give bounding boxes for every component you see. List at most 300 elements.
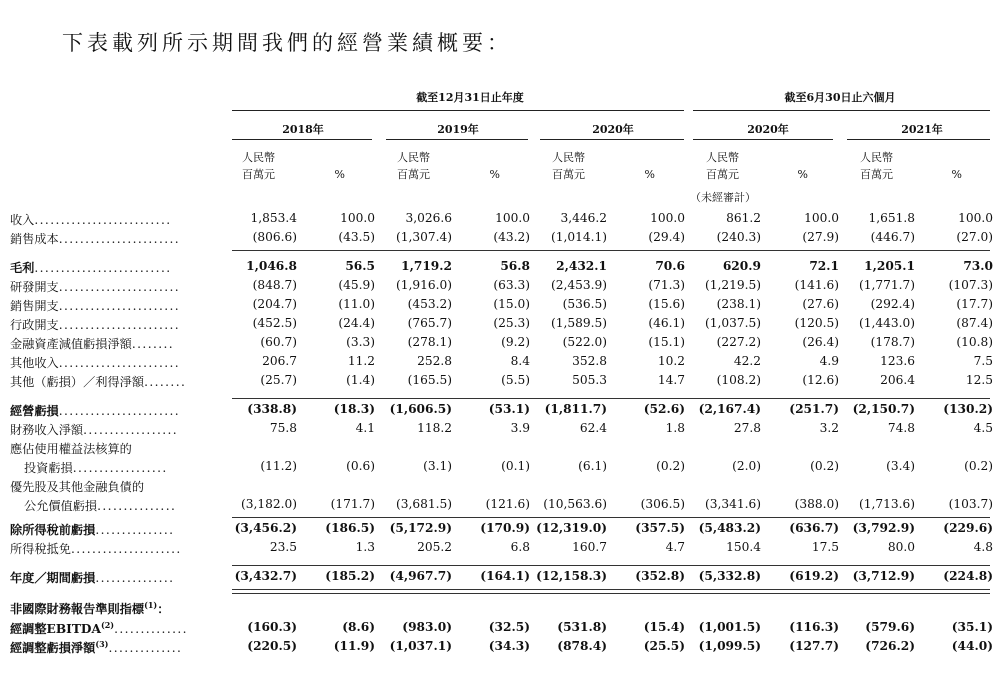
percent-cell: (87.4) [956, 316, 993, 330]
percent-cell: (27.9) [802, 230, 839, 244]
table-row [0, 459, 1000, 479]
row-label-text: 經調整EBITDA [10, 622, 101, 637]
unit-header [242, 149, 275, 183]
amount-cell: (1,037.5) [704, 316, 761, 330]
leader-dots: ....................... [58, 232, 181, 246]
amount-cell: 1,719.2 [401, 259, 452, 273]
row-label-text: 經調整虧損淨額 [10, 641, 96, 656]
row-label [10, 373, 186, 390]
percent-cell: (46.1) [648, 316, 685, 330]
percent-cell: (26.4) [802, 335, 839, 349]
percent-cell: 72.1 [809, 259, 839, 273]
unaudited-note: （未經審計） [690, 191, 756, 204]
table-row [0, 440, 1000, 460]
halfyear-period-header: 截至6月30日止六個月 [784, 91, 896, 104]
annual-header-rule [232, 110, 684, 111]
leader-dots: ....................... [58, 356, 181, 370]
unit-currency: 人民幣 [242, 151, 275, 164]
percent-cell: 7.5 [973, 354, 993, 368]
table-row [0, 297, 1000, 317]
table-row [0, 521, 1000, 541]
amount-cell: (452.5) [252, 316, 297, 330]
percent-cell: (120.5) [794, 316, 839, 330]
row-label-text: 金融資產減值虧損淨額 [10, 337, 132, 351]
amount-cell: (1,589.5) [550, 316, 607, 330]
year-rule-2020 [540, 139, 684, 140]
leader-dots: .................. [72, 461, 168, 475]
amount-cell: (292.4) [870, 297, 915, 311]
percent-header: % [951, 168, 962, 181]
leader-dots: ............... [95, 571, 175, 585]
table-row [0, 421, 1000, 441]
row-label-text: 收入 [10, 213, 35, 227]
footnote-ref: (3) [95, 639, 109, 649]
percent-cell: 3.2 [819, 421, 839, 435]
leader-dots: ....................... [58, 318, 181, 332]
row-label-text: 行政開支 [10, 318, 59, 332]
amount-cell: 352.8 [572, 354, 607, 368]
amount-cell: (726.2) [865, 639, 915, 653]
amount-cell: (1,771.7) [858, 278, 915, 292]
amount-cell: 620.9 [722, 259, 761, 273]
percent-cell: (15.1) [648, 335, 685, 349]
percent-cell: (15.6) [648, 297, 685, 311]
table-row [0, 211, 1000, 231]
percent-cell: (636.7) [789, 521, 839, 535]
percent-cell: (352.8) [635, 569, 685, 583]
row-label [10, 316, 180, 333]
subtotal-rule [232, 565, 990, 566]
table-row [0, 373, 1000, 393]
amount-cell: (12,319.0) [536, 521, 607, 535]
table-row [0, 354, 1000, 374]
amount-cell: 27.8 [733, 421, 761, 435]
footnote-ref: (2) [100, 620, 115, 630]
percent-cell: (0.2) [964, 459, 993, 473]
percent-cell: 11.2 [347, 354, 375, 368]
amount-cell: (2,167.4) [698, 402, 761, 416]
unit-header [552, 149, 585, 183]
percent-cell: 1.8 [665, 421, 685, 435]
row-label [10, 297, 180, 314]
row-label [10, 600, 169, 617]
amount-cell: (1,811.7) [544, 402, 607, 416]
amount-cell: 42.2 [733, 354, 761, 368]
percent-cell: (171.7) [330, 497, 375, 511]
percent-cell: (224.8) [943, 569, 993, 583]
leader-dots: .......................... [34, 213, 172, 227]
percent-cell: (29.4) [648, 230, 685, 244]
percent-cell: (25.5) [643, 639, 685, 653]
row-label [10, 402, 180, 419]
row-label [10, 478, 144, 495]
unit-currency: 人民幣 [706, 151, 739, 164]
amount-cell: 80.0 [887, 540, 915, 554]
percent-cell: (1.4) [346, 373, 375, 387]
percent-cell: (5.5) [501, 373, 530, 387]
leader-dots: .............. [108, 641, 183, 656]
row-label [10, 354, 180, 371]
amount-cell: (178.7) [870, 335, 915, 349]
amount-cell: 3,026.6 [405, 211, 452, 225]
percent-cell: (32.5) [488, 620, 530, 634]
amount-cell: (878.4) [557, 639, 607, 653]
row-label-text: 除所得稅前虧損 [10, 523, 96, 537]
table-row [0, 278, 1000, 298]
row-label [10, 421, 178, 438]
amount-cell: (2.0) [732, 459, 761, 473]
percent-cell: (0.2) [656, 459, 685, 473]
amount-cell: (2,453.9) [550, 278, 607, 292]
amount-cell: (160.3) [247, 620, 297, 634]
amount-cell: (5,483.2) [698, 521, 761, 535]
year-header-2020: 2020年 [592, 123, 634, 136]
unit-currency: 人民幣 [860, 151, 893, 164]
row-label [10, 259, 172, 276]
row-label-text: 投資虧損 [24, 461, 73, 475]
amount-cell: 150.4 [726, 540, 761, 554]
percent-cell: 56.8 [500, 259, 530, 273]
percent-cell: (170.9) [480, 521, 530, 535]
amount-cell: 3,446.2 [560, 211, 607, 225]
amount-cell: 1,205.1 [864, 259, 915, 273]
row-label-text: 銷售成本 [10, 232, 59, 246]
row-label-text: 銷售開支 [10, 299, 59, 313]
percent-cell: (10.8) [956, 335, 993, 349]
percent-cell: (388.0) [794, 497, 839, 511]
percent-cell: (229.6) [943, 521, 993, 535]
percent-cell: (44.0) [951, 639, 993, 653]
amount-cell: (11.2) [260, 459, 297, 473]
percent-cell: (12.6) [802, 373, 839, 387]
amount-cell: (278.1) [407, 335, 452, 349]
amount-cell: 160.7 [572, 540, 607, 554]
percent-cell: (11.9) [333, 639, 375, 653]
percent-cell: (0.1) [501, 459, 530, 473]
percent-cell: 4.7 [665, 540, 685, 554]
row-label-text: 公允價值虧損 [24, 499, 98, 513]
table-row [0, 402, 1000, 422]
percent-cell: 73.0 [963, 259, 993, 273]
amount-cell: (165.5) [407, 373, 452, 387]
amount-cell: (2,150.7) [852, 402, 915, 416]
amount-cell: 1,046.8 [246, 259, 297, 273]
year-rule-2018 [232, 139, 372, 140]
leader-dots: .......................... [34, 261, 172, 275]
percent-cell: 17.5 [811, 540, 839, 554]
percent-cell: 100.0 [958, 211, 993, 225]
percent-cell: (8.6) [342, 620, 375, 634]
percent-cell: (9.2) [501, 335, 530, 349]
amount-cell: (240.3) [716, 230, 761, 244]
year-header-2018: 2018年 [282, 123, 324, 136]
percent-cell: (186.5) [325, 521, 375, 535]
row-label-text: 所得稅抵免 [10, 542, 71, 556]
row-label-text: 其他（虧損）／利得淨額 [10, 375, 145, 389]
percent-header: % [797, 168, 808, 181]
subtotal-rule [232, 250, 990, 251]
percent-cell: (3.3) [346, 335, 375, 349]
percent-cell: (127.7) [789, 639, 839, 653]
amount-cell: (204.7) [252, 297, 297, 311]
unit-scale: 百萬元 [397, 168, 430, 181]
percent-header: % [334, 168, 345, 181]
leader-dots: .............. [114, 622, 188, 637]
amount-cell: 1,853.4 [250, 211, 297, 225]
leader-dots: .................. [83, 423, 179, 437]
amount-cell: (6.1) [578, 459, 607, 473]
percent-cell: (34.3) [488, 639, 530, 653]
row-label-text: 財務收入淨額 [10, 423, 84, 437]
percent-cell: (45.9) [338, 278, 375, 292]
year-rule-2021-h1 [847, 139, 990, 140]
percent-cell: 4.5 [973, 421, 993, 435]
unit-scale: 百萬元 [242, 168, 275, 181]
amount-cell: (1,443.0) [858, 316, 915, 330]
amount-cell: (531.8) [557, 620, 607, 634]
percent-cell: 70.6 [655, 259, 685, 273]
percent-cell: 100.0 [495, 211, 530, 225]
percent-cell: (43.5) [338, 230, 375, 244]
row-label-suffix: ： [157, 602, 170, 617]
percent-cell: 3.9 [510, 421, 530, 435]
amount-cell: (1,014.1) [550, 230, 607, 244]
percent-cell: (130.2) [943, 402, 993, 416]
percent-cell: (121.6) [485, 497, 530, 511]
amount-cell: (765.7) [407, 316, 452, 330]
amount-cell: (10,563.6) [543, 497, 607, 511]
percent-cell: (306.5) [640, 497, 685, 511]
amount-cell: 205.2 [417, 540, 452, 554]
subtotal-rule [232, 517, 990, 518]
row-label [10, 540, 182, 557]
amount-cell: (3,182.0) [240, 497, 297, 511]
percent-cell: 4.8 [973, 540, 993, 554]
table-row [0, 569, 1000, 589]
amount-cell: (579.6) [865, 620, 915, 634]
amount-cell: (536.5) [562, 297, 607, 311]
leader-dots: ............... [97, 499, 177, 513]
year-header-2019: 2019年 [437, 123, 479, 136]
amount-cell: (220.5) [247, 639, 297, 653]
percent-cell: (103.7) [948, 497, 993, 511]
table-row [0, 600, 1000, 620]
percent-cell: (251.7) [789, 402, 839, 416]
table-row [0, 639, 1000, 659]
amount-cell: (1,037.1) [389, 639, 452, 653]
percent-cell: 12.5 [965, 373, 993, 387]
amount-cell: (3.4) [886, 459, 915, 473]
table-row [0, 230, 1000, 250]
percent-cell: (619.2) [789, 569, 839, 583]
amount-cell: 206.4 [880, 373, 915, 387]
row-label-text: 應佔使用權益法核算的 [10, 442, 132, 456]
row-label [24, 497, 176, 514]
row-label [10, 440, 132, 457]
amount-cell: 861.2 [726, 211, 761, 225]
percent-cell: (15.0) [493, 297, 530, 311]
annual-period-header: 截至12月31日止年度 [416, 91, 524, 104]
percent-cell: (43.2) [493, 230, 530, 244]
year-rule-2020-h1 [693, 139, 833, 140]
amount-cell: 75.8 [269, 421, 297, 435]
table-row [0, 497, 1000, 517]
intro-text: 下表載列所示期間我們的經營業績概要： [62, 31, 512, 55]
amount-cell: (453.2) [407, 297, 452, 311]
amount-cell: 118.2 [417, 421, 452, 435]
percent-cell: (27.6) [802, 297, 839, 311]
amount-cell: (1,606.5) [389, 402, 452, 416]
percent-cell: (164.1) [480, 569, 530, 583]
year-header-2021-h1: 2021年 [901, 123, 943, 136]
percent-cell: (357.5) [635, 521, 685, 535]
amount-cell: 74.8 [887, 421, 915, 435]
row-label [10, 620, 188, 637]
amount-cell: (3,341.6) [704, 497, 761, 511]
amount-cell: (108.2) [716, 373, 761, 387]
percent-cell: 4.9 [819, 354, 839, 368]
amount-cell: (3,792.9) [852, 521, 915, 535]
amount-cell: (338.8) [247, 402, 297, 416]
percent-cell: (63.3) [493, 278, 530, 292]
amount-cell: (3,681.5) [395, 497, 452, 511]
unit-scale: 百萬元 [706, 168, 739, 181]
amount-cell: (3,712.9) [852, 569, 915, 583]
amount-cell: (1,001.5) [698, 620, 761, 634]
amount-cell: 62.4 [579, 421, 607, 435]
percent-cell: 4.1 [355, 421, 375, 435]
amount-cell: 23.5 [269, 540, 297, 554]
row-label-text: 年度／期間虧損 [10, 571, 96, 585]
amount-cell: (5,172.9) [389, 521, 452, 535]
table-row [0, 478, 1000, 498]
subtotal-rule [232, 398, 990, 399]
row-label [24, 459, 168, 476]
percent-cell: (11.0) [338, 297, 375, 311]
amount-cell: (983.0) [402, 620, 452, 634]
unit-header [860, 149, 893, 183]
row-label [10, 335, 174, 352]
percent-cell: 10.2 [657, 354, 685, 368]
percent-cell: 6.8 [510, 540, 530, 554]
table-row [0, 540, 1000, 560]
table-row [0, 335, 1000, 355]
amount-cell: (1,099.5) [698, 639, 761, 653]
row-label [10, 211, 172, 228]
row-label-text: 研發開支 [10, 280, 59, 294]
row-label [10, 278, 180, 295]
footnote-ref: (1) [144, 600, 158, 610]
amount-cell: 1,651.8 [868, 211, 915, 225]
percent-cell: 100.0 [804, 211, 839, 225]
percent-cell: (24.4) [338, 316, 375, 330]
amount-cell: (238.1) [716, 297, 761, 311]
percent-cell: (52.6) [643, 402, 685, 416]
percent-cell: (141.6) [794, 278, 839, 292]
amount-cell: 123.6 [880, 354, 915, 368]
percent-cell: (116.3) [789, 620, 839, 634]
unit-currency: 人民幣 [552, 151, 585, 164]
percent-cell: 100.0 [340, 211, 375, 225]
leader-dots: ....................... [58, 404, 181, 418]
amount-cell: (227.2) [716, 335, 761, 349]
amount-cell: (3,456.2) [234, 521, 297, 535]
amount-cell: (522.0) [562, 335, 607, 349]
year-rule-2019 [386, 139, 528, 140]
amount-cell: 505.3 [572, 373, 607, 387]
table-row [0, 259, 1000, 279]
amount-cell: 252.8 [417, 354, 452, 368]
percent-cell: (15.4) [643, 620, 685, 634]
unit-currency: 人民幣 [397, 151, 430, 164]
percent-cell: (18.3) [333, 402, 375, 416]
percent-cell: 1.3 [355, 540, 375, 554]
amount-cell: (12,158.3) [536, 569, 607, 583]
leader-dots: ............... [95, 523, 175, 537]
amount-cell: (1,219.5) [704, 278, 761, 292]
amount-cell: (60.7) [260, 335, 297, 349]
percent-cell: 14.7 [657, 373, 685, 387]
percent-cell: (107.3) [948, 278, 993, 292]
percent-cell: (17.7) [956, 297, 993, 311]
row-label-text: 經營虧損 [10, 404, 59, 418]
amount-cell: (1,307.4) [395, 230, 452, 244]
percent-cell: (0.2) [810, 459, 839, 473]
table-row [0, 316, 1000, 336]
amount-cell: (848.7) [252, 278, 297, 292]
amount-cell: (3.1) [423, 459, 452, 473]
halfyear-header-rule [693, 110, 990, 111]
percent-cell: (25.3) [493, 316, 530, 330]
row-label-text: 非國際財務報告準則指標 [10, 602, 145, 617]
leader-dots: ....................... [58, 280, 181, 294]
percent-cell: 100.0 [650, 211, 685, 225]
percent-cell: (27.0) [956, 230, 993, 244]
percent-cell: (185.2) [325, 569, 375, 583]
amount-cell: (3,432.7) [234, 569, 297, 583]
percent-cell: 8.4 [510, 354, 530, 368]
amount-cell: 2,432.1 [556, 259, 607, 273]
percent-header: % [489, 168, 500, 181]
percent-cell: (35.1) [951, 620, 993, 634]
leader-dots: ........ [144, 375, 187, 389]
total-double-rule [232, 589, 990, 594]
amount-cell: (806.6) [252, 230, 297, 244]
percent-cell: 56.5 [345, 259, 375, 273]
percent-cell: (53.1) [488, 402, 530, 416]
row-label-text: 毛利 [10, 261, 35, 275]
unit-header [706, 149, 739, 183]
amount-cell: (5,332.8) [698, 569, 761, 583]
row-label [10, 230, 180, 247]
leader-dots: ..................... [70, 542, 182, 556]
leader-dots: ........ [131, 337, 175, 351]
table-row [0, 620, 1000, 640]
row-label [10, 639, 182, 656]
percent-cell: (0.6) [346, 459, 375, 473]
leader-dots: ....................... [58, 299, 181, 313]
percent-cell: (71.3) [648, 278, 685, 292]
unit-scale: 百萬元 [552, 168, 585, 181]
amount-cell: (1,916.0) [395, 278, 452, 292]
amount-cell: (25.7) [260, 373, 297, 387]
amount-cell: (446.7) [870, 230, 915, 244]
row-label-text: 優先股及其他金融負債的 [10, 480, 145, 494]
unit-header [397, 149, 430, 183]
amount-cell: 206.7 [262, 354, 297, 368]
amount-cell: (4,967.7) [389, 569, 452, 583]
percent-header: % [644, 168, 655, 181]
